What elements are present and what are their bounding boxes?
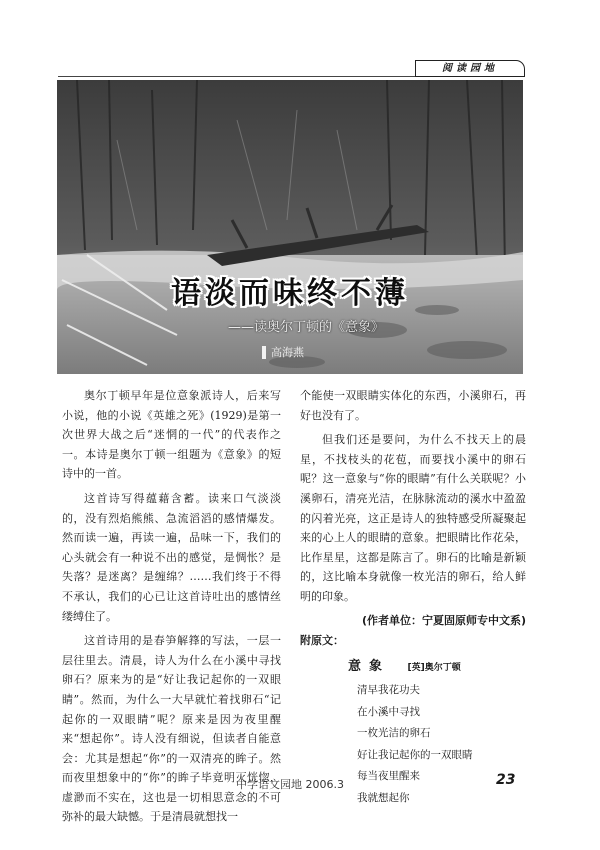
right-column	[300, 386, 526, 809]
poem-heading	[348, 657, 526, 679]
poem-title: 意象	[348, 658, 391, 674]
body-paragraph: 这首诗写得蕴藉含蓄。读来口气淡淡的，没有烈焰熊熊、急流滔滔的感情爆发。然而读一遍，再读一遍，品味一下，我们的心头就会有一种说不出的感觉，是惆怅？是失落？是迷离？是缠绵？……我们终于不得不承认，我们的心已让这首诗吐出的感情丝缕缚住了。	[62, 491, 281, 623]
article-title: 语淡而味终不薄	[171, 276, 409, 311]
author-affiliation: (作者单位：宁夏固原师专中文系)	[361, 613, 526, 627]
attached-text-label: 附原文：	[300, 634, 344, 648]
body-paragraph: 奥尔丁顿早年是位意象派诗人，后来写小说，他的小说《英雄之死》(1929)是第一次世界大战之后“迷惘的一代”的代表作之一。本诗是奥尔丁顿一组题为《意象》的短诗中的一首。	[62, 389, 281, 481]
body-paragraph: 个能使一双眼睛实体化的东西，小溪卵石，再好也没有了。	[300, 389, 526, 422]
poem-author: [英]奥尔丁顿	[407, 662, 461, 673]
left-column	[62, 386, 281, 827]
poem-line: 一枚光洁的卵石	[357, 727, 431, 740]
body-paragraph: 这首诗用的是春笋解箨的写法，一层一层往里去。清晨，诗人为什么在小溪中寻找卵石？原来为的是“好让我记起你的一双眼睛”。然而，为什么一大早就忙着找卵石“记起你的一双眼睛”呢？原来是因为夜里醒来“想起你”。诗人没有细说，但读者自能意会：尤其是想起“你”的一双清亮的眸子。然而夜里想象中的“你”的眸子毕竟明灭恍惚，虚渺而不实在，这也是一切相思意念的不可弥补的最大缺憾。于是清晨就想找一	[62, 634, 281, 824]
poem-line: 好让我记起你的一双眼睛	[357, 748, 473, 761]
page-number: 23	[496, 772, 516, 788]
poem-line: 我就想起你	[357, 791, 410, 804]
poem-line: 每当夜里醒来	[357, 770, 420, 783]
footer-journal: 中学语文园地 2006.3	[236, 778, 344, 791]
poem-line: 清早我花功夫	[357, 684, 420, 697]
poem-body	[357, 680, 526, 809]
article-author: 高海燕	[262, 346, 304, 359]
poem-line: 在小溪中寻找	[357, 705, 420, 718]
section-label: 阅读园地	[415, 60, 525, 77]
body-paragraph: 但我们还是要问，为什么不找天上的晨星，不找枝头的花苞，而要找小溪中的卵石呢？这一意象与“你的眼睛”有什么关联呢？小溪卵石，清亮光洁，在脉脉流动的溪水中盈盈的闪着光亮，这正是诗人的独特感受所凝聚起来的心上人的眼睛的意象。把眼睛比作花朵，比作星星，这都是陈言了。卵石的比喻是新颖的，这比喻本身就像一枚光洁的卵石，给人鲜明的印象。	[300, 433, 526, 603]
article-subtitle: ——读奥尔丁顿的《意象》	[228, 320, 385, 335]
